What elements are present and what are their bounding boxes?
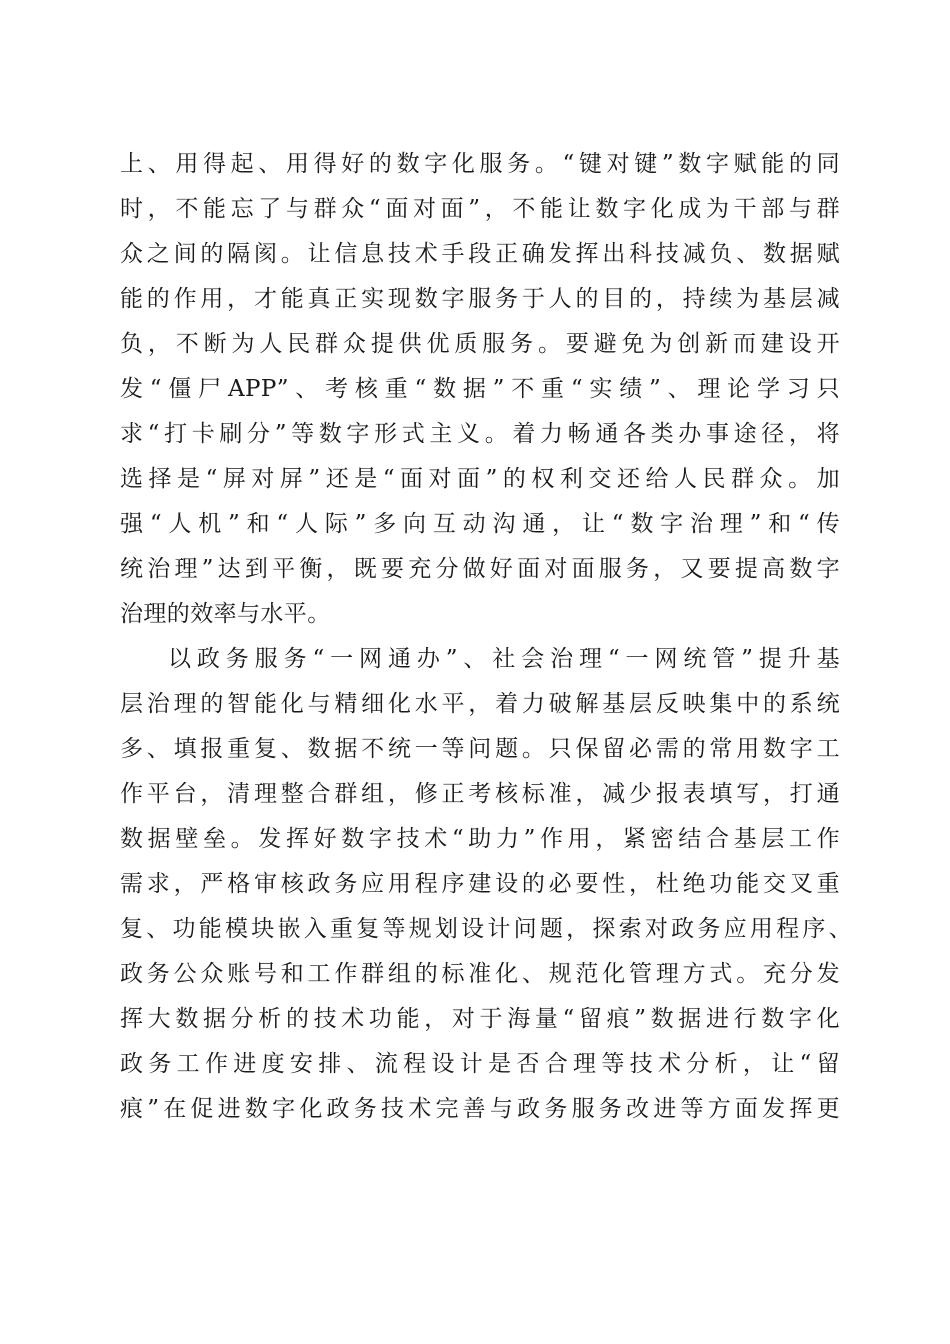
paragraph-2-line-2: 层治理的智能化与精细化水平，着力破解基层反映集中的系统: [120, 691, 840, 717]
paragraph-1-line-8: 选择是“屏对屏”还是“面对面”的权利交还给人民群众。加: [120, 466, 840, 492]
paragraph-2-line-5: 数据壁垒。发挥好数字技术“助力”作用，紧密结合基层工作: [120, 826, 840, 852]
paragraph-1-line-3: 众之间的隔阂。让信息技术手段正确发挥出科技减负、数据赋: [120, 241, 840, 267]
paragraph-1-line-2: 时，不能忘了与群众“面对面”，不能让数字化成为干部与群: [120, 196, 840, 222]
paragraph-1-line-4: 能的作用，才能真正实现数字服务于人的目的，持续为基层减: [120, 286, 840, 312]
paragraph-2-line-1: 以政务服务“一网通办”、社会治理“一网统管”提升基: [168, 646, 840, 672]
paragraph-1-line-11: 治理的效率与水平。: [120, 601, 331, 627]
paragraph-2-line-6: 需求，严格审核政务应用程序建设的必要性，杜绝功能交叉重: [120, 871, 840, 897]
paragraph-1-line-5: 负，不断为人民群众提供优质服务。要避免为创新而建设开: [120, 331, 840, 357]
paragraph-1-line-1: 上、用得起、用得好的数字化服务。“键对键”数字赋能的同: [120, 151, 840, 177]
paragraph-1-line-7: 求“打卡刷分”等数字形式主义。着力畅通各类办事途径，将: [120, 421, 840, 447]
paragraph-2-line-3: 多、填报重复、数据不统一等问题。只保留必需的常用数字工: [120, 736, 840, 762]
paragraph-2-line-10: 政务工作进度安排、流程设计是否合理等技术分析，让“留: [120, 1051, 840, 1077]
paragraph-2-line-8: 政务公众账号和工作群组的标准化、规范化管理方式。充分发: [120, 961, 840, 987]
paragraph-2-line-4: 作平台，清理整合群组，修正考核标准，减少报表填写，打通: [120, 781, 840, 807]
paragraph-2-line-9: 挥大数据分析的技术功能，对于海量“留痕”数据进行数字化: [120, 1006, 840, 1032]
paragraph-1-line-6: 发“僵尸APP”、考核重“数据”不重“实绩”、理论学习只: [120, 376, 840, 402]
paragraph-2-line-11: 痕”在促进数字化政务技术完善与政务服务改进等方面发挥更: [120, 1096, 840, 1122]
paragraph-2-line-7: 复、功能模块嵌入重复等规划设计问题，探索对政务应用程序、: [120, 916, 852, 942]
paragraph-1-line-10: 统治理”达到平衡，既要充分做好面对面服务，又要提高数字: [120, 556, 840, 582]
paragraph-1-line-9: 强“人机”和“人际”多向互动沟通，让“数字治理”和“传: [120, 511, 840, 537]
